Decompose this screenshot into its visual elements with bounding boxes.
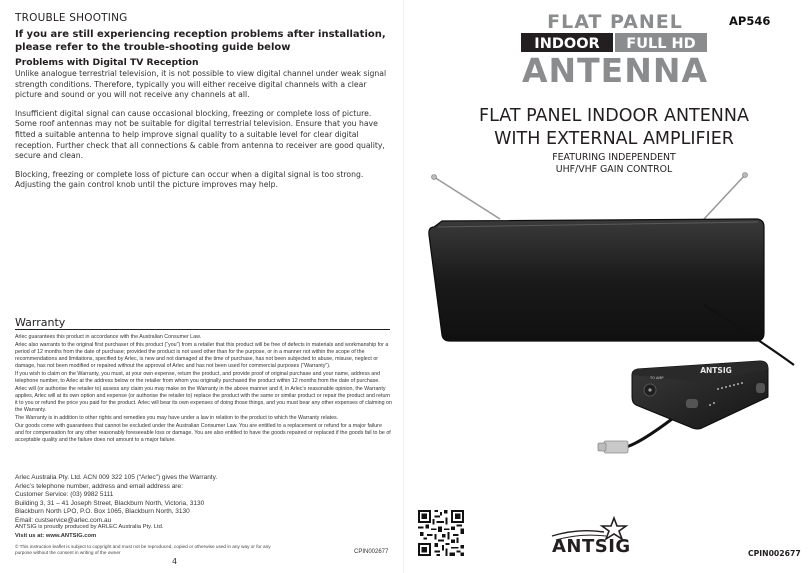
- led: [729, 385, 731, 387]
- sub-heading: Problems with Digital TV Reception: [15, 57, 199, 68]
- address-line: Email: custservice@arlec.com.au: [15, 516, 112, 524]
- lead-text: If you are still experiencing reception problems after installation, please refer to the trouble-shooting guide below: [15, 29, 386, 53]
- product-photo: [404, 165, 808, 525]
- led: [709, 404, 711, 406]
- led: [733, 384, 735, 386]
- gain-knob-uhf: [686, 399, 698, 408]
- warranty-paragraph: Our goods come with guarantees that cannot be excluded under the Australian Consumer Law. You are entitled to a replacement or refund for a major failure and for compensation for any other reasonably foreseeable loss or damage. You are also entitled to have the goods repaired or replaced if the goods fail to be of acceptable quality and the failure does not amount to a major failure.: [15, 423, 391, 444]
- input-socket-center: [648, 388, 651, 391]
- warranty-divider: [15, 329, 390, 330]
- logo-line2a: INDOOR: [534, 36, 600, 52]
- website-link[interactable]: Visit us at: www.ANTSIG.com: [15, 532, 97, 539]
- led: [737, 383, 739, 385]
- address-block: [15, 474, 392, 526]
- title-line2: WITH EXTERNAL AMPLIFIER: [494, 129, 734, 149]
- amplifier-label: TO AMP: [650, 376, 664, 380]
- paragraph: Insufficient digital signal can cause occasional blocking, freezing or complete loss of picture. Some roof antennas may not be suitable for digital terrestrial television. Ensure that you have fitted a suitable antenna to help improve signal quality to a suitable level for clear digital reception. Further check that all connections & cable from antenna to receiver are good quality, secure and clean.: [15, 108, 385, 161]
- rod-tip-right: [743, 173, 748, 178]
- produced-by: ANTSIG is proudly produced by ARLEC Australia Pty. Ltd.: [15, 524, 164, 530]
- warranty-paragraph: The Warranty is in addition to other rights and remedies you may have under a law in relation to the product to which the Warranty relates.: [15, 415, 339, 422]
- led: [721, 387, 723, 389]
- warranty-paragraph: Arlec will (or authorise the retailer to) assess any claim you may make on the Warranty in the above manner and if, in Arlec’s reasonable opinion, the Warranty applies, Arlec will at its own option and expense (or authorise the retailer to) replace the product with the same or similar product or repair the product and return it to you or refund the price you paid for the product. Arlec will bear its own expenses of doing those things, and you must bear any other expenses of claiming on the Warranty.: [15, 386, 392, 414]
- producer-block: [15, 523, 163, 540]
- main-title: [464, 105, 764, 151]
- coax-cable-lower: [626, 419, 672, 447]
- address-line: Arlec Australia Pty. Ltd. ACN 009 322 105 (“Arlec”) gives the Warranty.: [15, 474, 218, 481]
- address-line: Building 3, 31 – 41 Joseph Street, Blackburn North, Victoria, 3130: [15, 499, 205, 507]
- led: [725, 386, 727, 388]
- amplifier-brand: ANTSIG: [700, 366, 732, 375]
- paragraph: Unlike analogue terrestrial television, it is not possible to view digital channel under weak signal strength conditions. Therefore, typically you will either receive digital channels with a clear picture and sound or you will not receive any channels at all.: [15, 69, 387, 100]
- brand-name: ANTSIG: [552, 536, 631, 557]
- qr-code[interactable]: [418, 510, 464, 556]
- paragraph: Blocking, freezing or complete loss of picture can occur when a digital signal is too strong. Adjusting the gain control knob until the picture improves may help.: [15, 169, 364, 190]
- coax-connector-tip: [598, 443, 606, 451]
- warranty-paragraph: If you wish to claim on the Warranty, you must, at your own expense, return the product, and provide proof of original purchase and your name, address and telephone number, to Arlec at the address below or the retailer from whom you originally purchased the product within 12 months from the date of purchase.: [15, 371, 381, 385]
- doc-code-right: CPIN002677: [748, 549, 801, 558]
- led: [717, 388, 719, 390]
- coax-connector: [604, 441, 628, 453]
- antenna-rod-right: [704, 175, 745, 219]
- antenna-rod-left: [434, 177, 500, 219]
- address-line: Arlec’s telephone number, address and email address are:: [15, 482, 183, 490]
- antenna-panel: [429, 219, 764, 341]
- logo-line1: FLAT PANEL: [547, 11, 683, 33]
- section-title: TROUBLE SHOOTING: [15, 12, 128, 24]
- warranty-paragraph: Arlec guarantees this product in accordance with the Australian Consumer Law.: [15, 334, 202, 340]
- led: [741, 382, 743, 384]
- warranty-paragraph: Arlec also warrants to the original first purchaser of this product (“you”) from a retailer that this product will be free of defects in materials and workmanship for a period of 12 months from the date of purchase; provided the product is not used other than for the purpose, or in a manner not within the scope of the recommendations and limitations, specified by Arlec, is new and not damaged at the time of purchase, has not been subjected to abuse, misuse, neglect or damage, has not been modified or repaired without the approval of Arlec and has not been used for commercial purposes (“Warranty”).: [15, 342, 389, 369]
- logo-line2b: FULL HD: [626, 36, 696, 52]
- warranty-title: Warranty: [15, 316, 66, 329]
- rod-tip-left: [432, 175, 437, 180]
- warranty-body: [15, 334, 392, 445]
- feature-line1: FEATURING INDEPENDENT: [552, 152, 676, 163]
- title-line1: FLAT PANEL INDOOR ANTENNA: [479, 106, 749, 126]
- product-logo: [499, 10, 729, 88]
- cover-page: [404, 0, 808, 573]
- address-line: Blackburn North LPO, P.O. Box 1065, Blackburn North, 3130: [15, 508, 190, 516]
- copyright-notice: © This instruction leaflet is subject to copyright and must not be reproduced, copied or otherwise used in any way or for any purpose without the consent in writing of the owner: [15, 544, 271, 555]
- page-number: 4: [172, 557, 178, 566]
- trouble-shooting-section: [15, 12, 390, 199]
- address-line: Customer Service: (03) 9982 5111: [15, 491, 114, 499]
- led: [713, 402, 715, 404]
- doc-code-left: CPIN002677: [354, 549, 389, 555]
- model-number: AP546: [729, 14, 771, 28]
- feature-line2: UHF/VHF GAIN CONTROL: [555, 164, 673, 175]
- gain-knob-vhf: [756, 383, 765, 393]
- logo-line3: ANTENNA: [522, 51, 708, 88]
